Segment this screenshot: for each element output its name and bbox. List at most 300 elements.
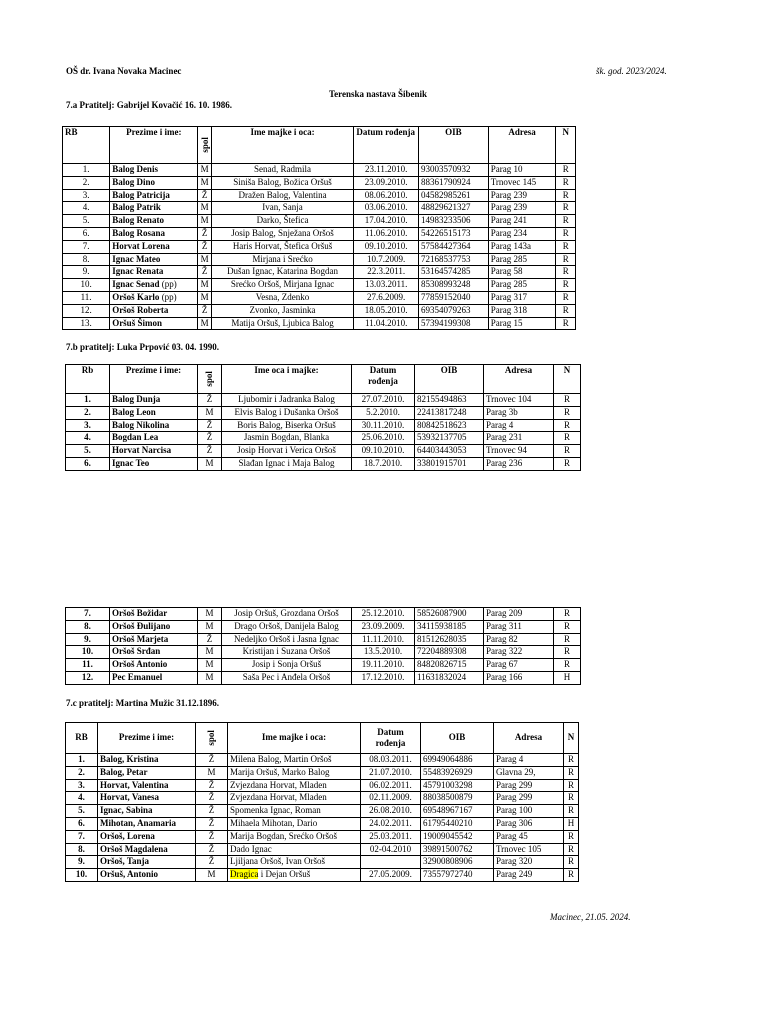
table-cell: 04582985261 [418, 189, 488, 202]
table-cell: 21.07.2010. [361, 766, 421, 779]
table-cell: Horvat, Vanesa [98, 792, 196, 805]
table-cell: 88038500879 [421, 792, 494, 805]
col-header: N [554, 365, 581, 394]
table-cell: Parag 311 [484, 620, 554, 633]
table-row [66, 659, 581, 672]
table-cell: 06.02.2011. [361, 779, 421, 792]
table-cell [110, 279, 198, 292]
table-cell: 54226515173 [418, 227, 488, 240]
table-cell: Parag 15 [488, 317, 556, 330]
table-cell: R [556, 164, 576, 177]
student-name: Ignac Renata [112, 266, 164, 277]
table-cell: Ž [196, 817, 228, 830]
table-cell: 4. [66, 792, 98, 805]
student-name: Balog Renato [112, 215, 164, 226]
table-cell: Balog Leon [110, 406, 198, 419]
col-header: Ime majke i oca: [228, 723, 361, 754]
table-cell: Parag 100 [494, 805, 564, 818]
student-name: Balog Dino [112, 176, 155, 187]
table-cell: Ž [196, 754, 228, 767]
parent-name: Dejan Oršuš [265, 869, 311, 880]
table-cell: Parag 236 [484, 457, 554, 470]
table-cell: 25.06.2010. [352, 432, 415, 445]
table-cell [110, 291, 198, 304]
table-cell: Saša Pec i Anđela Oršoš [222, 671, 352, 684]
class-c-table [65, 722, 579, 882]
table-cell: Milena Balog, Martin Oršoš [228, 754, 361, 767]
table-cell: Josip i Sonja Oršuš [222, 659, 352, 672]
table-row [66, 792, 579, 805]
highlighted-name: Dragica [230, 869, 259, 880]
col-header: Prezime i ime: [110, 365, 198, 394]
table-cell: Ignac, Sabina [98, 805, 196, 818]
table-cell: 69949064886 [421, 754, 494, 767]
table-cell: Parag 322 [484, 646, 554, 659]
table-cell: 34115938185 [415, 620, 484, 633]
table-cell: 8. [66, 620, 110, 633]
name-joiner: i [258, 869, 266, 880]
table-cell: 11631832024 [415, 671, 484, 684]
table-cell: Ž [198, 189, 211, 202]
table-cell: Parag 318 [488, 304, 556, 317]
table-cell: 57394199308 [418, 317, 488, 330]
table-row [66, 869, 579, 882]
table-cell: R [554, 406, 581, 419]
table-cell: Ignac Teo [110, 457, 198, 470]
table-cell: Drago Oršoš, Danijela Balog [222, 620, 352, 633]
table-cell: 53164574285 [418, 266, 488, 279]
table-row [66, 633, 581, 646]
table-cell: Parag 241 [488, 215, 556, 228]
table-cell [361, 856, 421, 869]
table-cell: R [554, 445, 581, 458]
table-row [66, 608, 581, 621]
table-cell [110, 317, 198, 330]
table-cell: 12. [66, 671, 110, 684]
table-cell: 24.02.2011. [361, 817, 421, 830]
table-cell: 02.11.2009. [361, 792, 421, 805]
table-cell: 57584427364 [418, 240, 488, 253]
table-cell [110, 164, 198, 177]
table-cell: 09.10.2010. [352, 445, 415, 458]
table-cell: Trnovec 94 [484, 445, 554, 458]
table-cell: R [556, 266, 576, 279]
table-row [66, 394, 581, 407]
table-cell: Oršoš Antonio [110, 659, 198, 672]
col-header: Ime oca i majke: [222, 365, 352, 394]
table-cell: Parag 143a [488, 240, 556, 253]
table-cell: Oršoš Magdalena [98, 843, 196, 856]
col-header: Datum rođenja [361, 723, 421, 754]
table-cell: R [556, 240, 576, 253]
table-cell: 11. [66, 659, 110, 672]
table-cell: R [564, 805, 579, 818]
table-cell: Trnovec 145 [488, 176, 556, 189]
table-cell: R [564, 754, 579, 767]
table-row [66, 805, 579, 818]
table-cell: 17.12.2010. [352, 671, 415, 684]
table-cell: Senad, Radmila [211, 164, 354, 177]
table-cell: 13.03.2011. [354, 279, 419, 292]
table-cell: Zvjezdana Horvat, Mladen [228, 779, 361, 792]
table-row [63, 279, 576, 292]
table-cell [110, 240, 198, 253]
table-cell: M [196, 869, 228, 882]
table-cell: 3. [63, 189, 110, 202]
table-row [66, 779, 579, 792]
table-cell: 02-04.2010 [361, 843, 421, 856]
table-cell: M [198, 659, 222, 672]
table-cell: 19.11.2010. [352, 659, 415, 672]
table-cell: R [556, 189, 576, 202]
table-cell: H [554, 671, 581, 684]
table-cell: Slađan Ignac i Maja Balog [222, 457, 352, 470]
table-cell: 58526087900 [415, 608, 484, 621]
table-row [66, 817, 579, 830]
table-cell: 11. [63, 291, 110, 304]
table-cell: 27.6.2009. [354, 291, 419, 304]
table-row [63, 240, 576, 253]
table-cell: R [556, 202, 576, 215]
table-row [63, 164, 576, 177]
col-header: RB [63, 127, 110, 164]
class-a-table [62, 126, 576, 330]
table-cell: Dušan Ignac, Katarina Bogdan [211, 266, 354, 279]
table-cell: 81512628035 [415, 633, 484, 646]
col-header: OIB [415, 365, 484, 394]
table-cell: M [198, 608, 222, 621]
table-cell: 08.03.2011. [361, 754, 421, 767]
table-cell: 9. [66, 633, 110, 646]
col-header: Datum rođenja [352, 365, 415, 394]
student-name: Balog Patrik [112, 202, 161, 213]
table-cell: Ž [198, 445, 222, 458]
table-row [66, 457, 581, 470]
col-header: RB [66, 723, 98, 754]
table-cell: R [564, 869, 579, 882]
table-row [63, 304, 576, 317]
table-cell: 85308993248 [418, 279, 488, 292]
table-cell: Ž [198, 419, 222, 432]
table-cell: M [198, 671, 222, 684]
table-cell: 61795440210 [421, 817, 494, 830]
table-cell: 17.04.2010. [354, 215, 419, 228]
table-cell: M [198, 406, 222, 419]
table-cell: Ž [196, 805, 228, 818]
table-cell: Marija Oršuš, Marko Balog [228, 766, 361, 779]
table-cell: Vesna, Zdenko [211, 291, 354, 304]
table-row [63, 202, 576, 215]
table-cell: Darko, Štefica [211, 215, 354, 228]
table-cell: Ljubomir i Jadranka Balog [222, 394, 352, 407]
table-cell: 7. [66, 608, 110, 621]
table-cell: R [554, 394, 581, 407]
table-cell: Parag 3b [484, 406, 554, 419]
col-header: Adresa [488, 127, 556, 164]
student-name: Balog Patricija [112, 189, 170, 200]
table-cell: R [564, 856, 579, 869]
table-cell: 1. [66, 394, 110, 407]
table-cell: 1. [63, 164, 110, 177]
table-cell: 9. [66, 856, 98, 869]
table-cell: M [198, 176, 211, 189]
table-cell: Parag 209 [484, 608, 554, 621]
table-cell: Ž [196, 830, 228, 843]
class-b-table [65, 364, 581, 471]
table-row [66, 646, 581, 659]
table-cell: Parag 317 [488, 291, 556, 304]
table-cell: Parag 82 [484, 633, 554, 646]
table-cell: Mirjana i Srećko [211, 253, 354, 266]
table-cell: Josip Balog, Snježana Oršoš [211, 227, 354, 240]
table-cell: 19009045542 [421, 830, 494, 843]
table-cell: Bogdan Lea [110, 432, 198, 445]
table-cell: 10. [63, 279, 110, 292]
table-cell: M [198, 164, 211, 177]
col-header: N [556, 127, 576, 164]
table-cell: Siniša Balog, Božica Oršuš [211, 176, 354, 189]
table-cell: R [554, 457, 581, 470]
table-cell: 10. [66, 646, 110, 659]
table-cell: 25.12.2010. [352, 608, 415, 621]
table-cell: 77859152040 [418, 291, 488, 304]
table-cell: R [564, 792, 579, 805]
class-b-heading: 7.b pratitelj: Luka Prpović 03. 04. 1990. [66, 342, 219, 352]
table-cell: R [554, 646, 581, 659]
table-cell: Kristijan i Suzana Oršoš [222, 646, 352, 659]
table-cell: 12. [63, 304, 110, 317]
col-header: Ime majke i oca: [211, 127, 354, 164]
table-cell: 13. [63, 317, 110, 330]
table-cell: 72168537753 [418, 253, 488, 266]
table-cell: Oršoš Marjeta [110, 633, 198, 646]
table-cell: M [198, 620, 222, 633]
table-cell: 5. [66, 805, 98, 818]
table-cell: 25.03.2011. [361, 830, 421, 843]
table-cell: 7. [66, 830, 98, 843]
table-cell: Ljiljana Oršoš, Ivan Oršoš [228, 856, 361, 869]
document-title: Terenska nastava Šibenik [329, 89, 428, 99]
table-cell: 80842518623 [415, 419, 484, 432]
table-cell [110, 202, 198, 215]
student-name: Ignac Senad [112, 279, 160, 290]
student-note: (pp) [159, 291, 177, 302]
table-cell: 69354079263 [418, 304, 488, 317]
table-cell: M [198, 291, 211, 304]
table-cell: Josip Horvat i Verica Oršoš [222, 445, 352, 458]
table-row [63, 253, 576, 266]
table-cell: Parag 285 [488, 253, 556, 266]
table-cell: R [554, 419, 581, 432]
table-cell: M [198, 279, 211, 292]
col-header-spol: spol [198, 127, 211, 164]
table-cell: 14983233506 [418, 215, 488, 228]
table-cell: Oršoš Božidar [110, 608, 198, 621]
table-row [66, 406, 581, 419]
table-row [66, 671, 581, 684]
col-header: Adresa [484, 365, 554, 394]
col-header: Datum rođenja [354, 127, 419, 164]
table-cell: 6. [66, 817, 98, 830]
table-cell [110, 215, 198, 228]
table-cell: 4. [63, 202, 110, 215]
table-cell: M [198, 317, 211, 330]
table-row [63, 291, 576, 304]
table-cell: M [196, 766, 228, 779]
table-row [66, 754, 579, 767]
table-cell: Trnovec 105 [494, 843, 564, 856]
class-c-heading: 7.c pratitelj: Martina Mužic 31.12.1896. [66, 698, 219, 708]
table-cell: Oršoš Srđan [110, 646, 198, 659]
table-cell: Oršoš, Lorena [98, 830, 196, 843]
table-cell: Parag 10 [488, 164, 556, 177]
table-cell: R [554, 432, 581, 445]
table-cell: Parag 231 [484, 432, 554, 445]
table-cell: 82155494863 [415, 394, 484, 407]
table-cell: 27.05.2009. [361, 869, 421, 882]
table-cell: 1. [66, 754, 98, 767]
table-cell: Parag 234 [488, 227, 556, 240]
table-cell [110, 227, 198, 240]
table-cell: Mihotan, Anamaria [98, 817, 196, 830]
table-cell [110, 253, 198, 266]
table-cell: 73557972740 [421, 869, 494, 882]
table-cell: Oršuš, Antonio [98, 869, 196, 882]
student-name: Balog Rosana [112, 227, 165, 238]
table-cell: R [556, 253, 576, 266]
col-header: Adresa [494, 723, 564, 754]
table-cell: R [564, 779, 579, 792]
table-cell: 08.06.2010. [354, 189, 419, 202]
table-cell: Ž [198, 432, 222, 445]
table-cell: 5.2.2010. [352, 406, 415, 419]
table-cell: Parag 306 [494, 817, 564, 830]
table-cell [110, 176, 198, 189]
table-cell: R [554, 659, 581, 672]
table-cell: Ž [196, 779, 228, 792]
table-cell: 11.11.2010. [352, 633, 415, 646]
table-cell: Parag 67 [484, 659, 554, 672]
table-cell: 27.07.2010. [352, 394, 415, 407]
col-header: N [564, 723, 579, 754]
table-cell: Oršoš, Tanja [98, 856, 196, 869]
table-cell: Dražen Balog, Valentina [211, 189, 354, 202]
table-cell: Parag 166 [484, 671, 554, 684]
table-cell: 39891500762 [421, 843, 494, 856]
table-cell: H [564, 817, 579, 830]
table-cell: R [564, 766, 579, 779]
table-cell: Nedeljko Oršoš i Jasna Ignac [222, 633, 352, 646]
table-cell: Ž [198, 227, 211, 240]
student-name: Oršuš Šimon [112, 317, 162, 328]
col-header: OIB [418, 127, 488, 164]
table-cell: M [198, 457, 222, 470]
table-row [63, 215, 576, 228]
col-header-spol: spol [198, 365, 222, 394]
table-cell: Parag 4 [484, 419, 554, 432]
table-cell: Jasmin Bogdan, Blanka [222, 432, 352, 445]
table-cell: Dado Ignac [228, 843, 361, 856]
student-name: Ignac Mateo [112, 253, 161, 264]
table-cell: R [556, 317, 576, 330]
table-cell: 03.06.2010. [354, 202, 419, 215]
table-cell: Ž [198, 266, 211, 279]
table-cell: Josip Oršuš, Grozdana Oršoš [222, 608, 352, 621]
table-cell: Parag 249 [494, 869, 564, 882]
table-cell: 84820826715 [415, 659, 484, 672]
table-cell: Zvjezdana Horvat, Mladen [228, 792, 361, 805]
table-cell: 13.5.2010. [352, 646, 415, 659]
table-row [63, 227, 576, 240]
table-cell: 09.10.2010. [354, 240, 419, 253]
student-name: Oršoš Karlo [112, 291, 160, 302]
table-cell: R [564, 830, 579, 843]
col-header: Prezime i ime: [98, 723, 196, 754]
student-name: Horvat Lorena [112, 240, 170, 251]
table-cell: R [556, 215, 576, 228]
table-cell: 33801915701 [415, 457, 484, 470]
table-cell: 6. [66, 457, 110, 470]
table-cell: 48829621327 [418, 202, 488, 215]
table-cell [228, 869, 361, 882]
table-cell: R [556, 227, 576, 240]
table-row [66, 432, 581, 445]
table-cell: 5. [66, 445, 110, 458]
table-cell: Parag 4 [494, 754, 564, 767]
table-cell: Boris Balog, Biserka Oršuš [222, 419, 352, 432]
col-header: Prezime i ime: [110, 127, 198, 164]
table-cell: 22413817248 [415, 406, 484, 419]
table-cell: Marija Bogdan, Srećko Oršoš [228, 830, 361, 843]
table-cell: Parag 285 [488, 279, 556, 292]
table-cell: Matija Oršuš, Ljubica Balog [211, 317, 354, 330]
table-cell: Parag 239 [488, 202, 556, 215]
table-cell: Parag 299 [494, 792, 564, 805]
school-name: OŠ dr. Ivana Novaka Macinec [66, 66, 182, 76]
table-row [66, 830, 579, 843]
table-cell: M [198, 215, 211, 228]
table-cell: 53932137705 [415, 432, 484, 445]
table-cell: Horvat Narcisa [110, 445, 198, 458]
table-cell: 26.08.2010. [361, 805, 421, 818]
table-cell [110, 266, 198, 279]
class-a-heading: 7.a Pratitelj: Gabrijel Kovačić 16. 10. 1986. [66, 100, 232, 110]
table-cell: 8. [63, 253, 110, 266]
table-cell: Parag 299 [494, 779, 564, 792]
table-cell: R [556, 304, 576, 317]
table-cell: Ž [196, 843, 228, 856]
table-cell: Balog Nikolina [110, 419, 198, 432]
table-cell: Balog, Kristina [98, 754, 196, 767]
table-cell: Ž [196, 792, 228, 805]
table-cell: 30.11.2010. [352, 419, 415, 432]
table-cell: 45791003298 [421, 779, 494, 792]
table-cell: 7. [63, 240, 110, 253]
table-cell: Parag 45 [494, 830, 564, 843]
table-cell: 2. [66, 406, 110, 419]
table-cell: R [554, 633, 581, 646]
col-header: Rb [66, 365, 110, 394]
table-cell: 32900808906 [421, 856, 494, 869]
table-cell: M [198, 253, 211, 266]
table-row [63, 176, 576, 189]
student-note: (pp) [159, 279, 177, 290]
table-cell: 23.09.2010. [354, 176, 419, 189]
table-row [66, 445, 581, 458]
table-cell: R [554, 608, 581, 621]
table-row [63, 189, 576, 202]
table-cell: M [198, 202, 211, 215]
